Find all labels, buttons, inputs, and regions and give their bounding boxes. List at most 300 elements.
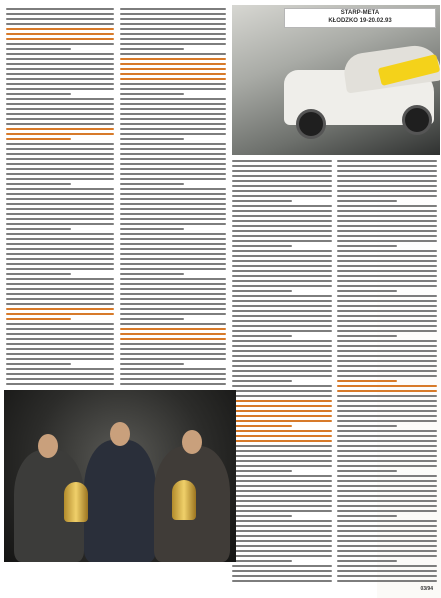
text-line xyxy=(232,425,292,427)
left-column-text xyxy=(6,8,114,388)
text-line xyxy=(232,510,332,512)
text-line xyxy=(337,285,437,287)
text-line xyxy=(337,415,437,417)
text-line xyxy=(6,188,114,190)
text-line xyxy=(6,208,114,210)
text-line xyxy=(120,63,226,65)
text-line xyxy=(120,98,226,100)
text-line xyxy=(120,18,226,20)
text-line xyxy=(6,303,114,305)
text-line xyxy=(232,400,332,402)
text-line xyxy=(337,265,437,267)
rally-car-photo xyxy=(232,5,440,155)
text-line xyxy=(120,213,226,215)
text-line xyxy=(120,373,226,375)
text-line xyxy=(120,113,226,115)
text-line xyxy=(337,300,437,302)
text-line xyxy=(337,305,437,307)
text-line xyxy=(232,490,332,492)
text-line xyxy=(6,218,114,220)
text-line xyxy=(120,83,226,85)
text-line xyxy=(337,260,437,262)
text-line xyxy=(337,495,437,497)
text-line xyxy=(232,555,332,557)
text-line xyxy=(6,383,114,385)
text-line xyxy=(120,248,226,250)
text-line xyxy=(232,340,332,342)
text-line xyxy=(337,550,437,552)
text-line xyxy=(6,38,114,40)
text-line xyxy=(337,370,437,372)
text-line xyxy=(6,233,114,235)
text-line xyxy=(120,108,226,110)
text-line xyxy=(6,173,114,175)
text-line xyxy=(337,160,437,162)
text-line xyxy=(232,245,292,247)
text-line xyxy=(6,28,114,30)
text-line xyxy=(232,450,332,452)
text-line xyxy=(120,348,226,350)
text-line xyxy=(337,390,437,392)
text-line xyxy=(120,343,226,345)
text-line xyxy=(337,275,437,277)
text-line xyxy=(6,138,71,140)
text-line xyxy=(120,68,226,70)
text-line xyxy=(232,480,332,482)
text-line xyxy=(232,285,332,287)
text-line xyxy=(6,53,114,55)
text-line xyxy=(337,535,437,537)
text-line xyxy=(232,195,332,197)
text-line xyxy=(6,348,114,350)
text-line xyxy=(337,230,437,232)
text-line xyxy=(6,248,114,250)
text-line xyxy=(120,93,184,95)
text-line xyxy=(120,268,226,270)
text-line xyxy=(232,405,332,407)
text-line xyxy=(337,425,397,427)
text-line xyxy=(337,175,437,177)
text-line xyxy=(337,330,437,332)
text-line xyxy=(232,495,332,497)
text-line xyxy=(120,328,226,330)
text-line xyxy=(337,355,437,357)
text-line xyxy=(232,295,332,297)
text-line xyxy=(232,485,332,487)
text-line xyxy=(337,410,437,412)
text-line xyxy=(6,328,114,330)
text-line xyxy=(6,93,71,95)
text-line xyxy=(120,258,226,260)
text-line xyxy=(6,323,114,325)
text-line xyxy=(120,193,226,195)
text-line xyxy=(337,325,437,327)
text-line xyxy=(232,520,332,522)
text-line xyxy=(337,505,437,507)
car-wheel-front xyxy=(402,105,432,135)
text-line xyxy=(120,123,226,125)
text-line xyxy=(232,390,332,392)
text-line xyxy=(232,160,332,162)
text-line xyxy=(120,58,226,60)
text-line xyxy=(337,205,437,207)
text-line xyxy=(337,510,437,512)
text-line xyxy=(232,200,292,202)
text-line xyxy=(6,8,114,10)
text-line xyxy=(232,525,332,527)
text-line xyxy=(337,210,437,212)
text-line xyxy=(232,235,332,237)
text-line xyxy=(6,128,114,130)
text-line xyxy=(337,430,437,432)
text-line xyxy=(6,238,114,240)
text-line xyxy=(120,278,226,280)
text-line xyxy=(337,190,437,192)
text-line xyxy=(337,485,437,487)
text-line xyxy=(6,213,114,215)
text-line xyxy=(232,370,332,372)
text-line xyxy=(6,253,114,255)
car-wheel-rear xyxy=(296,109,326,139)
text-line xyxy=(232,225,332,227)
text-line xyxy=(232,330,332,332)
text-line xyxy=(6,113,114,115)
text-line xyxy=(6,308,114,310)
text-line xyxy=(120,33,226,35)
text-line xyxy=(6,288,114,290)
text-line xyxy=(120,78,226,80)
text-line xyxy=(120,378,226,380)
text-line xyxy=(6,83,114,85)
text-line xyxy=(6,283,114,285)
text-line xyxy=(337,385,437,387)
text-line xyxy=(337,440,437,442)
text-line xyxy=(6,338,114,340)
text-line xyxy=(337,340,437,342)
text-line xyxy=(232,540,332,542)
text-line xyxy=(120,208,226,210)
text-line xyxy=(232,265,332,267)
text-line xyxy=(337,470,397,472)
text-line xyxy=(232,210,332,212)
text-line xyxy=(337,220,437,222)
text-line xyxy=(6,298,114,300)
text-line xyxy=(337,315,437,317)
text-line xyxy=(232,545,332,547)
text-line xyxy=(120,263,226,265)
text-line xyxy=(337,435,437,437)
text-line xyxy=(120,143,226,145)
person-center xyxy=(84,440,156,562)
text-line xyxy=(337,215,437,217)
text-line xyxy=(120,338,226,340)
text-line xyxy=(120,118,226,120)
text-line xyxy=(337,555,437,557)
text-line xyxy=(120,173,226,175)
text-line xyxy=(337,185,437,187)
text-line xyxy=(120,133,226,135)
text-line xyxy=(232,325,332,327)
text-line xyxy=(120,188,226,190)
text-line xyxy=(6,108,114,110)
text-line xyxy=(120,38,226,40)
text-line xyxy=(6,343,114,345)
text-line xyxy=(232,535,332,537)
text-line xyxy=(120,163,226,165)
text-line xyxy=(337,500,437,502)
text-line xyxy=(337,450,437,452)
text-line xyxy=(232,580,332,582)
text-line xyxy=(120,318,184,320)
text-line xyxy=(337,530,437,532)
text-line xyxy=(120,353,226,355)
text-line xyxy=(6,368,114,370)
text-line xyxy=(6,58,114,60)
text-line xyxy=(120,53,226,55)
text-line xyxy=(6,68,114,70)
text-line xyxy=(6,33,114,35)
text-line xyxy=(337,290,397,292)
text-line xyxy=(337,480,437,482)
text-line xyxy=(120,273,184,275)
text-line xyxy=(232,515,292,517)
text-line xyxy=(6,13,114,15)
text-line xyxy=(6,258,114,260)
text-line xyxy=(6,193,114,195)
text-line xyxy=(232,170,332,172)
text-line xyxy=(337,350,437,352)
text-line xyxy=(232,350,332,352)
text-line xyxy=(337,395,437,397)
text-line xyxy=(337,250,437,252)
trophy-icon xyxy=(64,482,88,522)
text-line xyxy=(6,88,114,90)
text-line xyxy=(337,515,397,517)
text-line xyxy=(6,358,114,360)
text-line xyxy=(120,153,226,155)
text-line xyxy=(120,158,226,160)
text-line xyxy=(337,525,437,527)
text-line xyxy=(6,378,114,380)
text-line xyxy=(232,165,332,167)
text-line xyxy=(120,13,226,15)
text-line xyxy=(232,465,332,467)
face-center xyxy=(110,422,130,446)
text-line xyxy=(120,253,226,255)
text-line xyxy=(6,278,114,280)
text-line xyxy=(337,335,397,337)
text-line xyxy=(337,345,437,347)
text-line xyxy=(6,223,114,225)
text-line xyxy=(6,78,114,80)
page-number: 03/94 xyxy=(420,586,433,592)
text-line xyxy=(6,203,114,205)
text-line xyxy=(6,373,114,375)
text-line xyxy=(232,240,332,242)
text-line xyxy=(232,470,292,472)
text-line xyxy=(232,185,332,187)
text-line xyxy=(232,500,332,502)
text-line xyxy=(337,360,437,362)
text-line xyxy=(337,580,437,582)
text-line xyxy=(232,560,292,562)
text-line xyxy=(337,280,437,282)
text-line xyxy=(232,395,332,397)
text-line xyxy=(6,363,71,365)
text-line xyxy=(6,103,114,105)
text-line xyxy=(6,48,71,50)
text-line xyxy=(337,545,437,547)
banner-line-2: KŁODZKO 19-20.02.93 xyxy=(328,18,392,24)
text-line xyxy=(120,308,226,310)
text-line xyxy=(120,183,184,185)
right-outer-column-text xyxy=(337,160,437,585)
text-line xyxy=(337,380,397,382)
text-line xyxy=(120,228,184,230)
text-line xyxy=(337,295,437,297)
award-ceremony-photo xyxy=(4,390,236,562)
text-line xyxy=(337,475,437,477)
text-line xyxy=(120,8,226,10)
text-line xyxy=(120,138,184,140)
text-line xyxy=(6,263,114,265)
text-line xyxy=(337,245,397,247)
text-line xyxy=(120,203,226,205)
text-line xyxy=(337,520,437,522)
text-line xyxy=(6,123,114,125)
text-line xyxy=(232,420,332,422)
text-line xyxy=(6,133,114,135)
text-line xyxy=(232,460,332,462)
text-line xyxy=(6,158,114,160)
text-line xyxy=(337,235,437,237)
text-line xyxy=(337,575,437,577)
text-line xyxy=(232,375,332,377)
text-line xyxy=(120,128,226,130)
text-line xyxy=(232,270,332,272)
text-line xyxy=(120,283,226,285)
text-line xyxy=(6,198,114,200)
text-line xyxy=(120,43,226,45)
text-line xyxy=(232,385,332,387)
text-line xyxy=(120,298,226,300)
text-line xyxy=(232,205,332,207)
text-line xyxy=(337,255,437,257)
text-line xyxy=(232,445,332,447)
text-line xyxy=(6,143,114,145)
text-line xyxy=(6,98,114,100)
text-line xyxy=(232,250,332,252)
text-line xyxy=(232,475,332,477)
text-line xyxy=(120,293,226,295)
text-line xyxy=(232,335,292,337)
right-inner-column-text xyxy=(232,160,332,585)
text-line xyxy=(6,293,114,295)
text-line xyxy=(337,565,437,567)
text-line xyxy=(232,215,332,217)
text-line xyxy=(6,183,71,185)
text-line xyxy=(337,460,437,462)
text-line xyxy=(120,323,226,325)
text-line xyxy=(232,310,332,312)
text-line xyxy=(337,180,437,182)
text-line xyxy=(232,320,332,322)
text-line xyxy=(120,198,226,200)
text-line xyxy=(120,288,226,290)
text-line xyxy=(120,48,184,50)
text-line xyxy=(232,380,292,382)
text-line xyxy=(6,153,114,155)
text-line xyxy=(6,243,114,245)
text-line xyxy=(120,333,226,335)
text-line xyxy=(6,318,71,320)
text-line xyxy=(232,435,332,437)
text-line xyxy=(232,415,332,417)
text-line xyxy=(120,103,226,105)
text-line xyxy=(232,180,332,182)
text-line xyxy=(232,255,332,257)
text-line xyxy=(120,88,226,90)
trophy-icon xyxy=(172,480,196,520)
text-line xyxy=(6,333,114,335)
text-line xyxy=(232,440,332,442)
text-line xyxy=(232,365,332,367)
text-line xyxy=(120,218,226,220)
text-line xyxy=(120,243,226,245)
banner-line-1: STARP-META xyxy=(340,10,380,16)
text-line xyxy=(120,148,226,150)
text-line xyxy=(232,190,332,192)
text-line xyxy=(337,165,437,167)
face-right xyxy=(182,430,202,454)
text-line xyxy=(6,273,71,275)
text-line xyxy=(6,353,114,355)
text-line xyxy=(232,430,332,432)
text-line xyxy=(337,445,437,447)
text-line xyxy=(120,383,226,385)
text-line xyxy=(337,455,437,457)
text-line xyxy=(232,345,332,347)
text-line xyxy=(337,170,437,172)
text-line xyxy=(120,23,226,25)
text-line xyxy=(120,178,226,180)
text-line xyxy=(120,313,226,315)
text-line xyxy=(232,410,332,412)
text-line xyxy=(6,148,114,150)
text-line xyxy=(232,360,332,362)
text-line xyxy=(337,200,397,202)
text-line xyxy=(337,420,437,422)
text-line xyxy=(232,275,332,277)
text-line xyxy=(6,18,114,20)
text-line xyxy=(232,175,332,177)
text-line xyxy=(120,73,226,75)
text-line xyxy=(232,530,332,532)
text-line xyxy=(120,238,226,240)
text-line xyxy=(232,300,332,302)
text-line xyxy=(120,363,184,365)
text-line xyxy=(6,43,114,45)
text-line xyxy=(232,355,332,357)
text-line xyxy=(232,565,332,567)
text-line xyxy=(120,358,226,360)
text-line xyxy=(337,400,437,402)
text-line xyxy=(6,63,114,65)
rally-banner xyxy=(284,8,436,28)
text-line xyxy=(232,305,332,307)
text-line xyxy=(337,465,437,467)
text-line xyxy=(232,455,332,457)
